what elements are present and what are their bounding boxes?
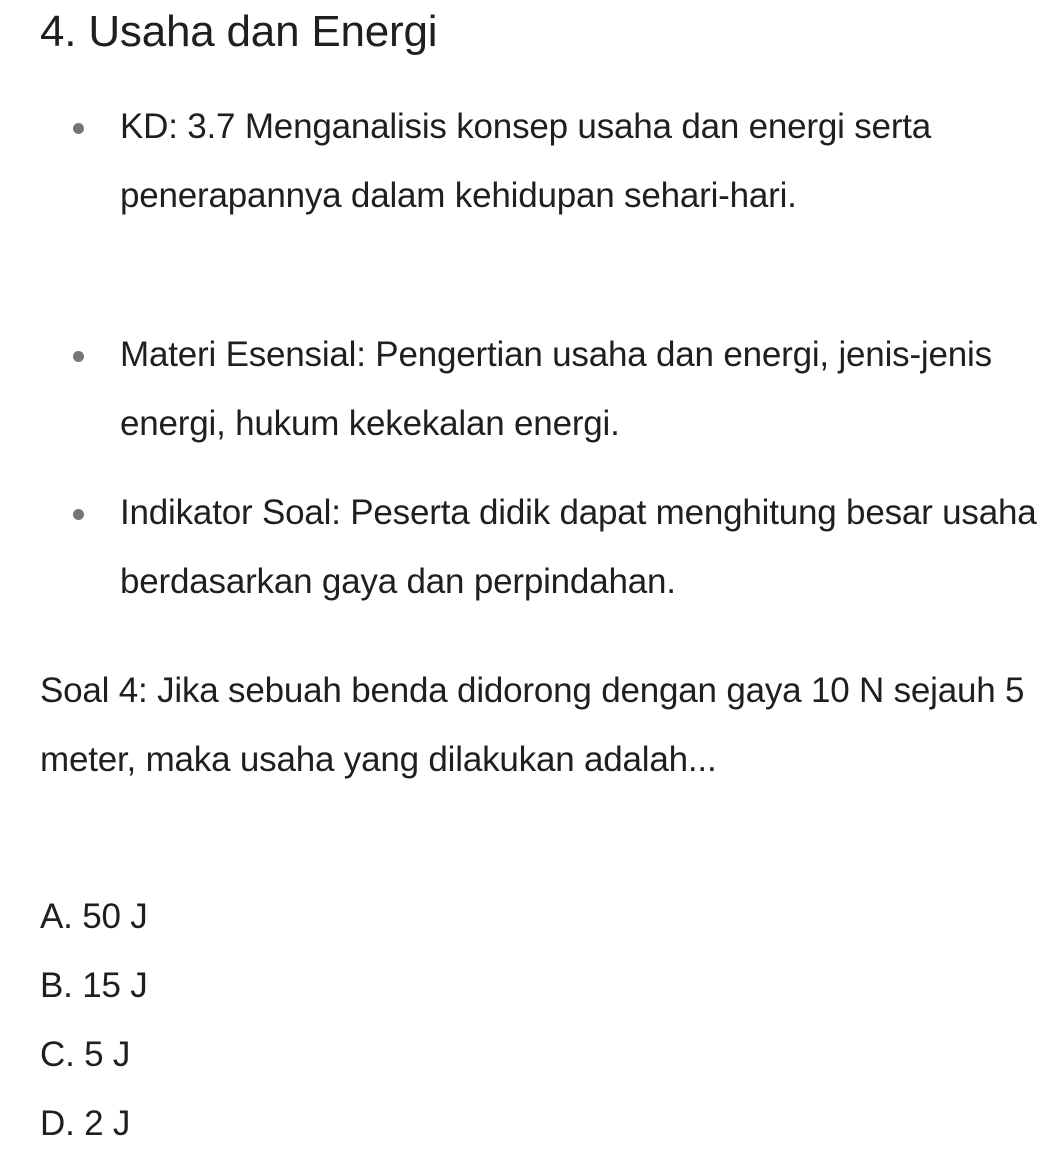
option-c[interactable]: C. 5 J — [40, 1035, 131, 1074]
section-title: 4. Usaha dan Energi — [40, 7, 438, 56]
answer-options — [40, 882, 148, 1158]
bullet-text-kd: KD: 3.7 Menganalisis konsep usaha dan energi serta penerapannya dalam kehidupan sehari-hari. — [120, 107, 932, 215]
option-a[interactable]: A. 50 J — [40, 897, 148, 936]
bullet-text-materi: Materi Esensial: Pengertian usaha dan energi, jenis-jenis energi, hukum kekekalan energi. — [120, 335, 992, 443]
question-text: Soal 4: Jika sebuah benda didorong dengan gaya 10 N sejauh 5 meter, maka usaha yang dilakukan adalah... — [40, 671, 1025, 779]
option-b[interactable]: B. 15 J — [40, 966, 148, 1005]
bullet-dot-icon — [73, 351, 84, 362]
option-d[interactable]: D. 2 J — [40, 1104, 131, 1143]
bullet-text-indikator: Indikator Soal: Peserta didik dapat menghitung besar usaha berdasarkan gaya dan perpindahan. — [120, 493, 1037, 601]
bullet-dot-icon — [73, 509, 84, 520]
bullet-dot-icon — [73, 123, 84, 134]
